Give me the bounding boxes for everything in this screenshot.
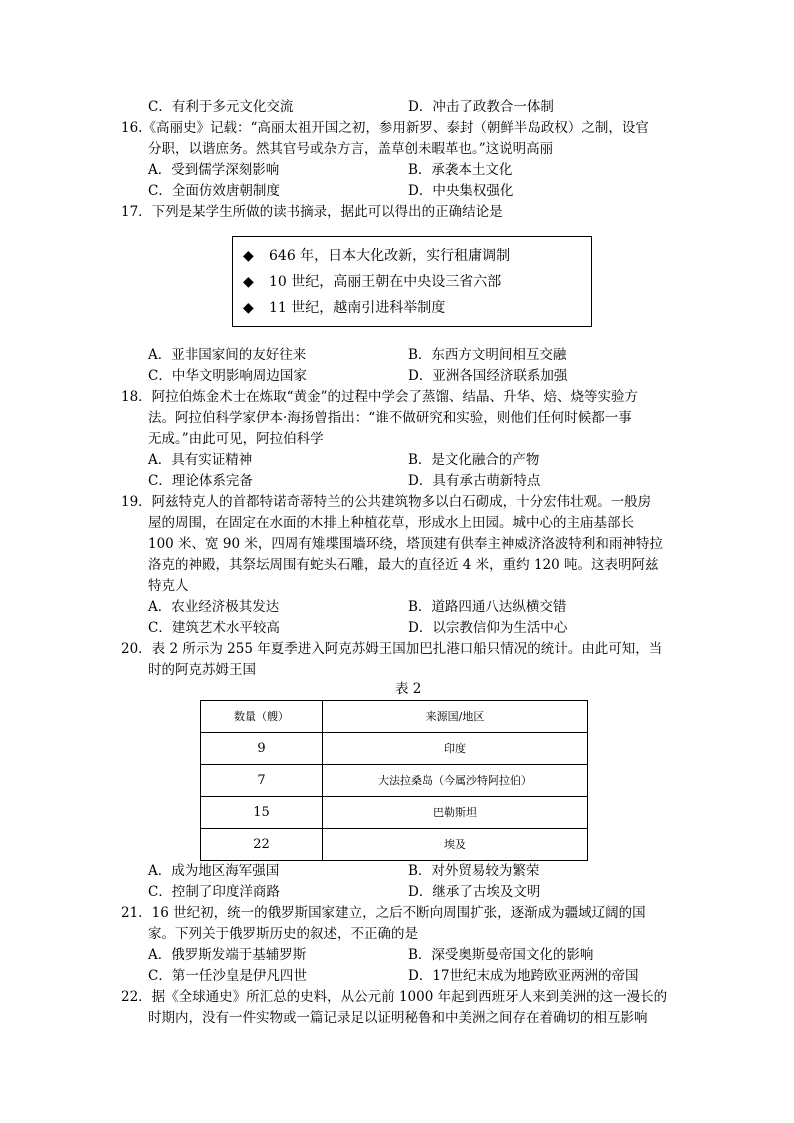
- q20-option-c[interactable]: C．控制了印度洋商路: [148, 884, 280, 900]
- table-cell: 22: [201, 829, 323, 861]
- q19-option-c[interactable]: C．建筑艺术水平较高: [148, 620, 280, 636]
- diamond-bullet-icon: ◆: [243, 248, 254, 264]
- q19-option-b[interactable]: B．道路四通八达纵横交错: [408, 599, 567, 615]
- table-cell: 印度: [323, 733, 588, 765]
- q17-option-a[interactable]: A．亚非国家间的友好往来: [148, 347, 307, 363]
- table-cell: 埃及: [323, 829, 588, 861]
- q16-option-b[interactable]: B．承袭本土文化: [408, 162, 513, 178]
- q19-option-d[interactable]: D．以宗教信仰为生活中心: [408, 620, 568, 636]
- q20-option-b[interactable]: B．对外贸易较为繁荣: [408, 863, 540, 879]
- diamond-bullet-icon: ◆: [243, 300, 254, 316]
- q17-excerpt-item: ◆ 11 世纪，越南引进科举制度: [243, 295, 591, 321]
- q21-option-b[interactable]: B．深受奥斯曼帝国文化的影响: [408, 947, 594, 963]
- q17-stem: 17．下列是某学生所做的读书摘录，据此可以得出的正确结论是: [121, 204, 503, 220]
- q17-option-d[interactable]: D．亚洲各国经济联系加强: [408, 368, 568, 384]
- table-row: [201, 733, 588, 765]
- q17-excerpt-box: [232, 236, 592, 327]
- q18-stem-line2: 法。阿拉伯科学家伊本·海扬曾指出：“谁不做研究和实验，则他们任何时候都一事: [148, 410, 632, 426]
- q18-option-b[interactable]: B．是文化融合的产物: [408, 452, 540, 468]
- q16-option-d[interactable]: D．中央集权强化: [408, 183, 514, 199]
- table-header-row: [201, 701, 588, 733]
- q17-option-b[interactable]: B．东西方文明间相互交融: [408, 347, 567, 363]
- q20-stem-line1: 20．表 2 所示为 255 年夏季进入阿克苏姆王国加巴扎港口船只情况的统计。由此可知，当: [121, 641, 663, 657]
- q19-stem-line3: 100 米、宽 90 米，四周有雉堞围墙环绕，塔顶建有供奉主神威济洛波特利和雨神特拉: [148, 536, 663, 552]
- q15-option-c[interactable]: C．有利于多元文化交流: [148, 99, 294, 115]
- diamond-bullet-icon: ◆: [243, 274, 254, 290]
- table-cell: 7: [201, 765, 323, 797]
- q19-stem-line2: 屋的周围，在固定在水面的木排上种植花草，形成水上田园。城中心的主庙基部长: [148, 515, 634, 531]
- q19-stem-line1: 19．阿兹特克人的首都特诺奇蒂特兰的公共建筑物多以白石砌成，十分宏伟壮观。一般房: [121, 494, 652, 510]
- table-row: [201, 797, 588, 829]
- q21-option-a[interactable]: A．俄罗斯发端于基辅罗斯: [148, 947, 307, 963]
- q18-option-d[interactable]: D．具有承古萌新特点: [408, 473, 541, 489]
- q16-option-c[interactable]: C．全面仿效唐朝制度: [148, 183, 280, 199]
- q19-stem-line5: 特克人: [148, 578, 189, 594]
- q17-excerpt-item: ◆ 646 年，日本大化改新，实行租庸调制: [243, 243, 591, 269]
- table-cell: 15: [201, 797, 323, 829]
- q21-option-c[interactable]: C．第一任沙皇是伊凡四世: [148, 968, 307, 984]
- q18-option-a[interactable]: A．具有实证精神: [148, 452, 253, 468]
- q20-option-d[interactable]: D．继承了古埃及文明: [408, 884, 541, 900]
- q22-stem-line2: 时期内，没有一件实物或一篇记录足以证明秘鲁和中美洲之间存在着确切的相互影响: [148, 1010, 648, 1026]
- q20-option-a[interactable]: A．成为地区海军强国: [148, 863, 280, 879]
- q18-option-c[interactable]: C．理论体系完备: [148, 473, 253, 489]
- q21-stem-line2: 家。下列关于俄罗斯历史的叙述，不正确的是: [148, 926, 418, 942]
- q18-stem-line3: 无成。”由此可见，阿拉伯科学: [148, 431, 324, 447]
- q17-option-c[interactable]: C．中华文明影响周边国家: [148, 368, 307, 384]
- table-row: [201, 765, 588, 797]
- table-caption: 表 2: [395, 681, 422, 697]
- q19-stem-line4: 洛克的神殿，其祭坛周围有蛇头石雕，最大的直径近 4 米，重约 120 吨。这表明阿兹: [148, 557, 659, 573]
- table-header-cell: 来源国/地区: [323, 701, 588, 733]
- q19-option-a[interactable]: A．农业经济极其发达: [148, 599, 280, 615]
- table-header-cell: 数量（艘）: [201, 701, 323, 733]
- ship-statistics-table: [200, 700, 588, 861]
- q21-option-d[interactable]: D．17世纪末成为地跨欧亚两洲的帝国: [408, 968, 639, 984]
- q18-stem-line1: 18．阿拉伯炼金术士在炼取“黄金”的过程中学会了蒸馏、结晶、升华、焙、烧等实验方: [121, 389, 638, 405]
- q16-stem-line2: 分职，以谐庶务。然其官号或杂方言，盖草创未暇革也。”这说明高丽: [148, 141, 554, 157]
- table-cell: 9: [201, 733, 323, 765]
- q22-stem-line1: 22．据《全球通史》所汇总的史料，从公元前 1000 年起到西班牙人来到美洲的这一漫长的: [121, 989, 668, 1005]
- q17-excerpt-item: ◆ 10 世纪，高丽王朝在中央设三省六部: [243, 269, 591, 295]
- q15-option-d[interactable]: D．冲击了政教合一体制: [408, 99, 554, 115]
- q16-option-a[interactable]: A．受到儒学深刻影响: [148, 162, 280, 178]
- q21-stem-line1: 21．16 世纪初，统一的俄罗斯国家建立，之后不断向周围扩张，逐渐成为疆域辽阔的国: [121, 905, 646, 921]
- table-row: [201, 829, 588, 861]
- table-cell: 巴勒斯坦: [323, 797, 588, 829]
- table-cell: 大法拉桑岛（今属沙特阿拉伯）: [323, 765, 588, 797]
- q16-stem-line1: 16.《高丽史》记载：“高丽太祖开国之初，参用新罗、泰封（朝鲜半岛政权）之制，设官: [121, 120, 649, 136]
- q20-stem-line2: 时的阿克苏姆王国: [148, 662, 256, 678]
